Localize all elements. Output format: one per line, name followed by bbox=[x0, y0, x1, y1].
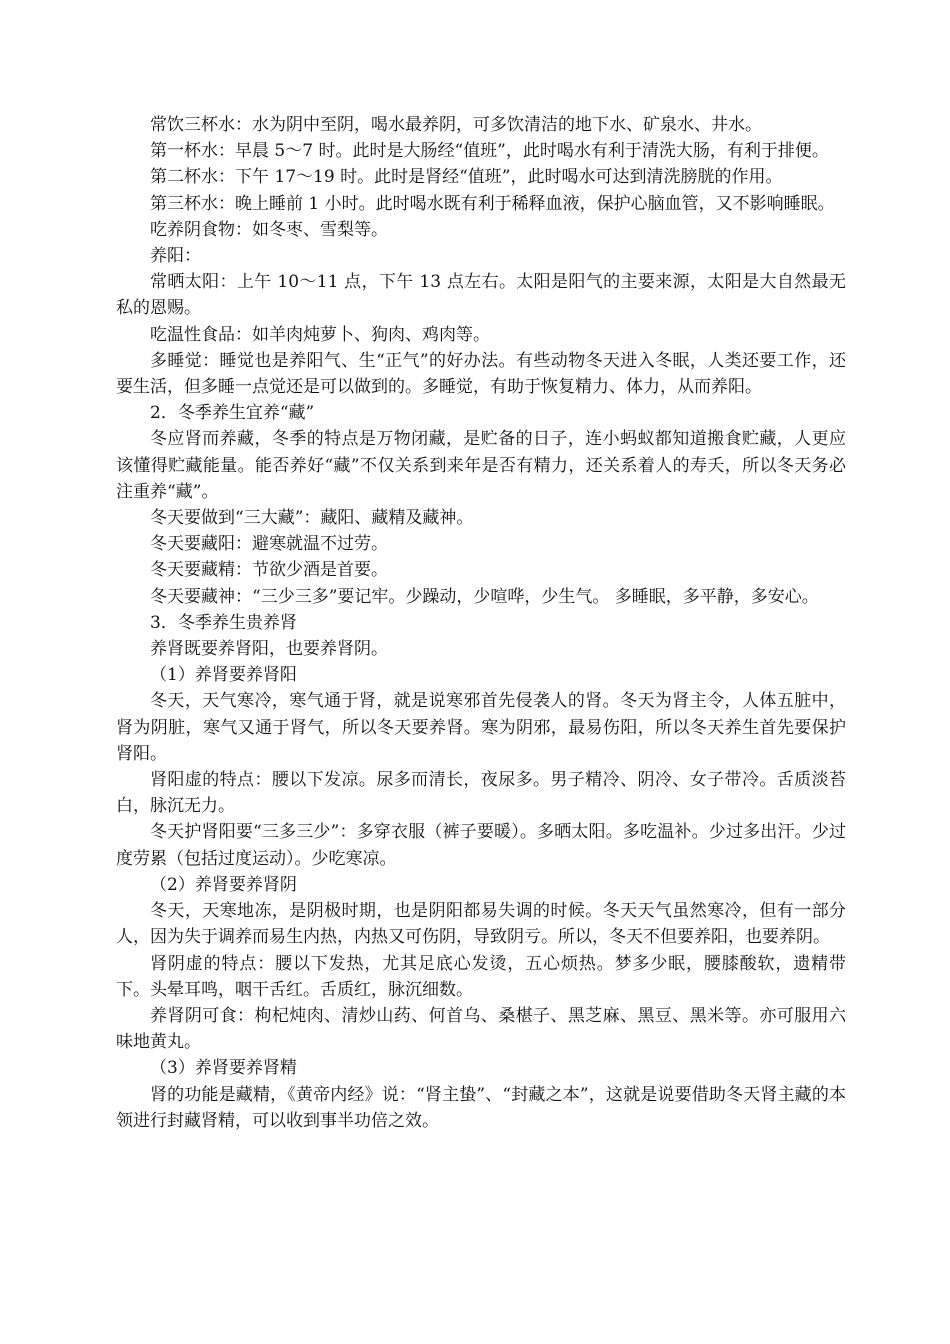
paragraph: 冬天要做到“三大藏”：藏阳、藏精及藏神。 bbox=[150, 508, 474, 529]
paragraph: 吃养阴食物：如冬枣、雪梨等。 bbox=[150, 219, 388, 240]
paragraph: 第二杯水：下午 17～19 时。此时是肾经“值班”，此时喝水可达到清洗膀胱的作用。 bbox=[150, 167, 783, 188]
section-heading: 3．冬季养生贵养肾 bbox=[150, 612, 297, 633]
subsection-heading: （2）养肾要养肾阴 bbox=[150, 874, 297, 895]
paragraph: 肾阴虚的特点：腰以下发热，尤其足底心发烫，五心烦热。梦多少眠，腰膝酸软，遗精带下。头晕耳鸣，咽干舌红。舌质红，脉沉细数。 bbox=[116, 953, 846, 1000]
paragraph: 肾的功能是藏精，《黄帝内经》说：“肾主蛰”、“封藏之本”，这就是说要借助冬天肾主藏的本领进行封藏肾精，可以收到事半功倍之效。 bbox=[116, 1084, 846, 1131]
paragraph: 养肾既要养肾阳，也要养肾阴。 bbox=[150, 639, 388, 660]
paragraph: 冬应肾而养藏，冬季的特点是万物闭藏，是贮备的日子，连小蚂蚁都知道搬食贮藏，人更应该懂得贮藏能量。能否养好“藏”不仅关系到来年是否有精力，还关系着人的寿夭，所以冬天务必注重养“藏”。 bbox=[116, 429, 846, 502]
paragraph: 第一杯水：早晨 5～7 时。此时是大肠经“值班”，此时喝水有利于清洗大肠，有利于排便。 bbox=[150, 141, 829, 162]
paragraph: 冬天护肾阳要“三多三少”：多穿衣服（裤子要暖）。多晒太阳。多吃温补。少过多出汗。少过度劳累（包括过度运动）。少吃寒凉。 bbox=[116, 822, 846, 869]
section-heading: 2．冬季养生宜养“藏” bbox=[150, 403, 315, 424]
paragraph: 养肾阴可食：枸杞炖肉、清炒山药、何首乌、桑椹子、黑芝麻、黑豆、黑米等。亦可服用六味地黄丸。 bbox=[116, 1005, 846, 1053]
paragraph: 多睡觉：睡觉也是养阳气、生“正气”的好办法。有些动物冬天进入冬眠，人类还要工作，还要生活，但多睡一点觉还是可以做到的。多睡觉，有助于恢复精力、体力，从而养阳。 bbox=[116, 350, 846, 398]
paragraph: 冬天要藏神：“三少三多”要记牢。少躁动，少喧哗，少生气。 多睡眠，多平静，多安心。 bbox=[150, 586, 819, 607]
paragraph: 冬天，天气寒冷，寒气通于肾，就是说寒邪首先侵袭人的肾。冬天为肾主令，人体五脏中，肾为阴脏，寒气又通于肾气，所以冬天要养肾。寒为阴邪，最易伤阳，所以冬天养生首先要保护肾阳。 bbox=[116, 691, 846, 764]
subsection-heading: （3）养肾要养肾精 bbox=[150, 1058, 297, 1079]
paragraph: 冬天要藏精：节欲少酒是首要。 bbox=[150, 560, 388, 581]
paragraph: 冬天，天寒地冻，是阴极时期，也是阴阳都易失调的时候。冬天天气虽然寒冷，但有一部分人，因为失于调养而易生内热，内热又可伤阴，导致阴亏。所以，冬天不但要养阳，也要养阴。 bbox=[116, 901, 846, 948]
paragraph: 第三杯水：晚上睡前 1 小时。此时喝水既有利于稀释血液，保护心脑血管，又不影响睡眠。 bbox=[150, 193, 835, 214]
document-body bbox=[116, 112, 846, 1134]
paragraph: 肾阳虚的特点：腰以下发凉。尿多而清长，夜尿多。男子精冷、阴冷、女子带冷。舌质淡苔白，脉沉无力。 bbox=[116, 770, 846, 817]
subsection-heading: （1）养肾要养肾阳 bbox=[150, 665, 297, 686]
paragraph: 吃温性食品：如羊肉炖萝卜、狗肉、鸡肉等。 bbox=[150, 324, 490, 345]
paragraph: 常饮三杯水：水为阴中至阴，喝水最养阴，可多饮清洁的地下水、矿泉水、井水。 bbox=[150, 115, 762, 135]
paragraph: 冬天要藏阳：避寒就温不过劳。 bbox=[150, 534, 388, 555]
section-heading: 养阳： bbox=[150, 246, 201, 267]
paragraph: 常晒太阳：上午 10～11 点，下午 13 点左右。太阳是阳气的主要来源，太阳是大自然最无私的恩赐。 bbox=[116, 272, 846, 319]
